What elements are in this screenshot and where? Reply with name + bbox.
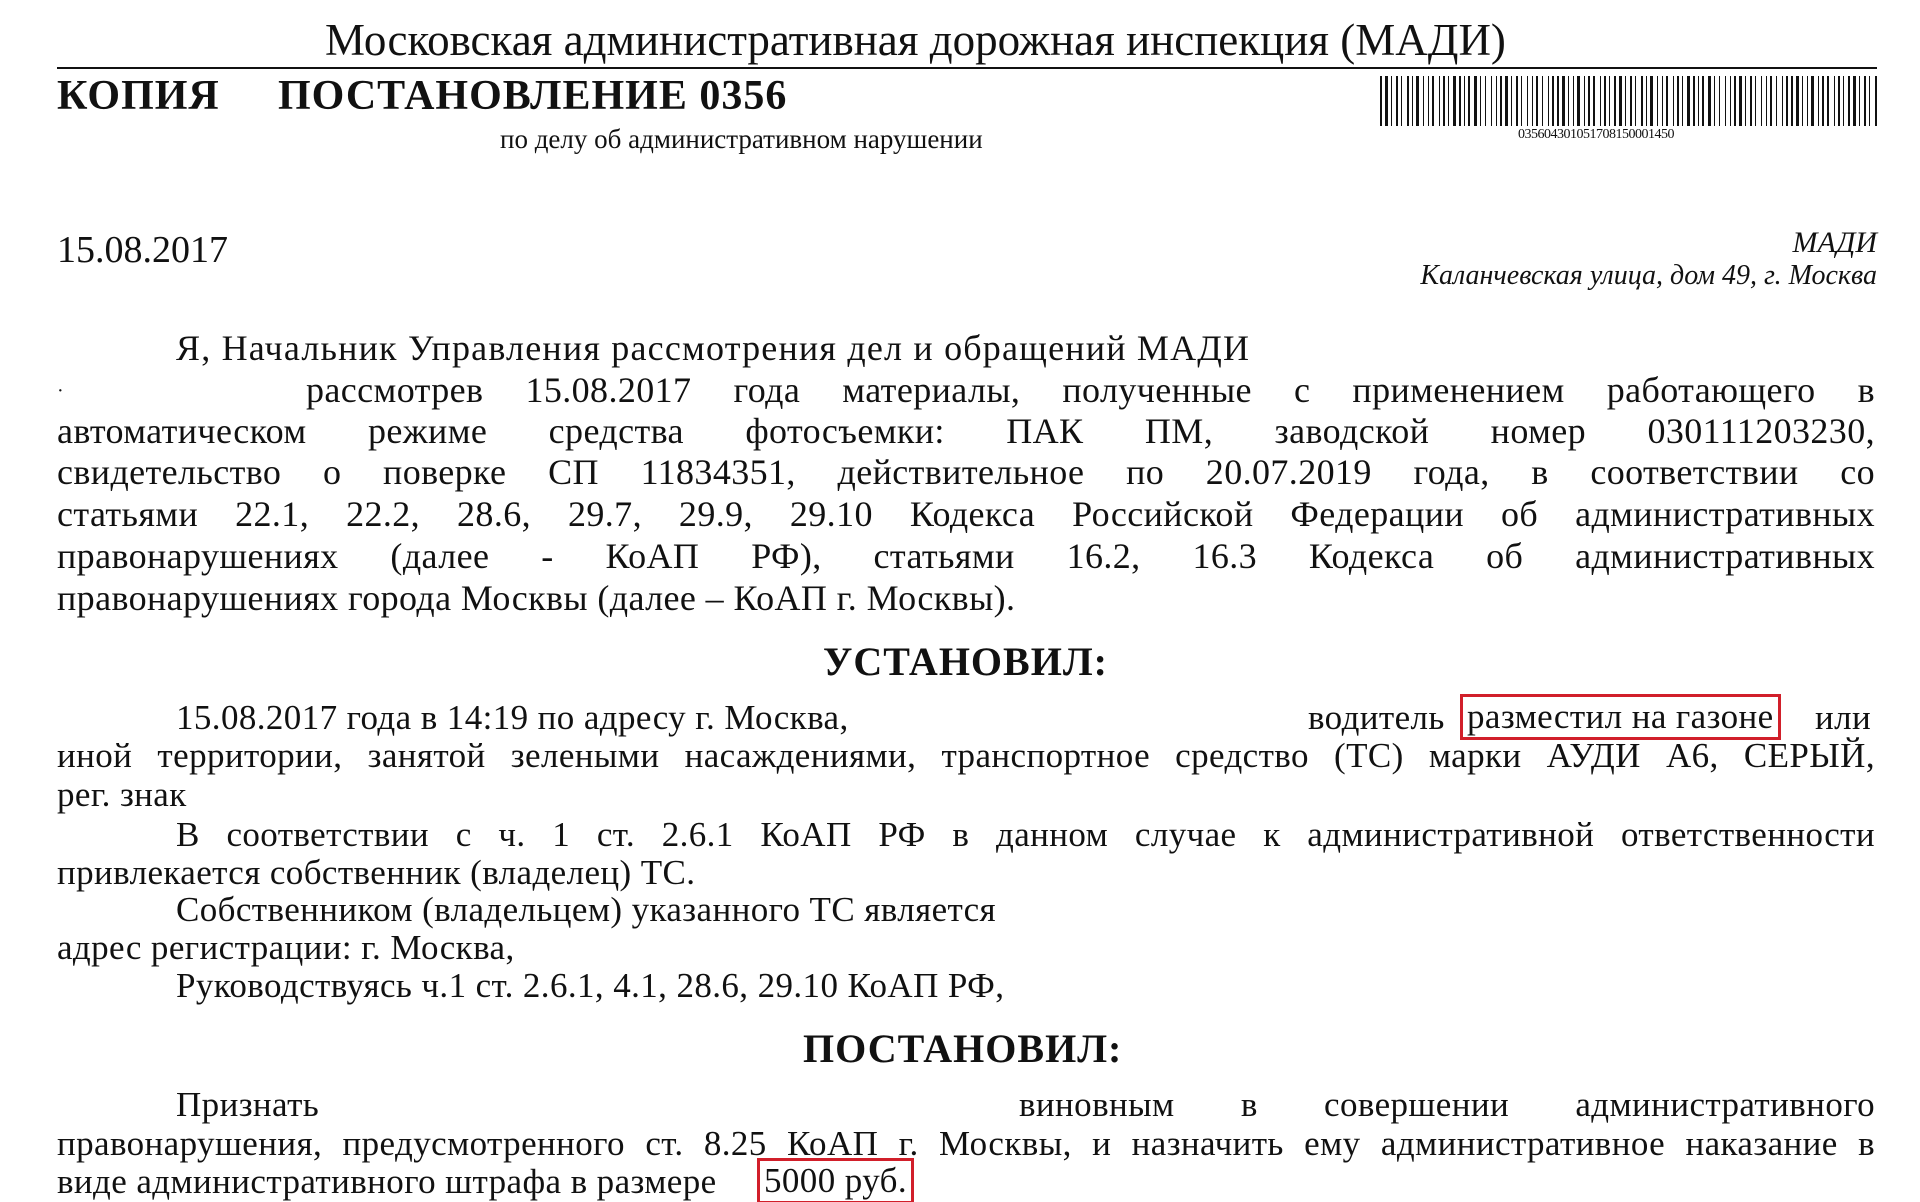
barcode-bar — [1432, 76, 1434, 126]
barcode-bar — [1439, 76, 1440, 126]
barcode-bar — [1614, 76, 1616, 126]
barcode-bar — [1838, 76, 1840, 126]
barcode — [1380, 76, 1877, 126]
barcode-bar — [1864, 76, 1866, 126]
barcode-bar — [1500, 76, 1502, 126]
established-line: иной территории, занятой зелеными насаждениями, транспортное средство (ТС) марки АУДИ А6, СЕРЫЙ, — [57, 736, 1875, 775]
barcode-bar — [1485, 76, 1486, 126]
barcode-bar — [1734, 76, 1736, 126]
barcode-bar — [1412, 76, 1413, 126]
barcode-bar — [1604, 76, 1606, 126]
barcode-number: 035604301051708150001450 — [1518, 127, 1674, 142]
intro-line — [57, 411, 1875, 451]
barcode-bar — [1776, 76, 1777, 126]
barcode-bar — [1791, 76, 1793, 126]
barcode-bar — [1464, 76, 1465, 126]
barcode-bar — [1818, 76, 1819, 126]
barcode-bar — [1677, 76, 1679, 126]
agency-title: Московская административная дорожная инспекция (МАДИ) — [325, 15, 1506, 65]
barcode-bar — [1407, 76, 1409, 126]
barcode-bar — [1428, 76, 1429, 126]
barcode-bar — [1761, 76, 1762, 126]
fine-amount-highlight: 5000 руб. — [760, 1161, 911, 1201]
barcode-bar — [1641, 76, 1643, 126]
barcode-bar — [1453, 76, 1456, 126]
barcode-bar — [1750, 76, 1752, 126]
ruled-heading: ПОСТАНОВИЛ: — [803, 1026, 1123, 1071]
barcode-bar — [1859, 76, 1860, 126]
established-line: адрес регистрации: г. Москва, — [57, 928, 515, 967]
intro-line: правонарушениях города Москвы (далее – КоАП г. Москвы). — [57, 578, 1016, 618]
barcode-bar — [1391, 76, 1392, 126]
copy-label: КОПИЯ — [57, 73, 220, 119]
barcode-bar — [1527, 76, 1528, 126]
established-line: Руководствуясь ч.1 ст. 2.6.1, 4.1, 28.6, 29.10 КоАП РФ, — [176, 966, 1005, 1005]
barcode-bar — [1853, 76, 1856, 126]
barcode-bar — [1693, 76, 1695, 126]
barcode-bar — [1725, 76, 1726, 126]
redaction-mark: · — [57, 380, 64, 402]
document-subtitle: по делу об административном нарушении — [500, 124, 983, 154]
barcode-bar — [1557, 76, 1559, 126]
barcode-bar — [1516, 76, 1518, 126]
barcode-bar — [1786, 76, 1788, 126]
barcode-bar — [1719, 76, 1720, 126]
established-line: Собственником (владельцем) указанного ТС является — [176, 890, 997, 929]
barcode-bar — [1673, 76, 1674, 126]
barcode-bar — [1625, 76, 1626, 126]
barcode-bar — [1468, 76, 1470, 126]
document-title: ПОСТАНОВЛЕНИЕ 0356 — [278, 73, 788, 119]
barcode-bar — [1687, 76, 1690, 126]
established-line: рег. знак — [57, 775, 187, 814]
barcode-bar — [1739, 76, 1742, 126]
barcode-bar — [1755, 76, 1756, 126]
barcode-bar — [1459, 76, 1461, 126]
barcode-bar — [1822, 76, 1824, 126]
org-name: МАДИ — [1792, 226, 1877, 259]
barcode-bar — [1796, 76, 1799, 126]
barcode-bar — [1619, 76, 1622, 126]
barcode-bar — [1662, 76, 1663, 126]
barcode-bar — [1568, 76, 1569, 126]
barcode-bar — [1552, 76, 1554, 126]
document-date: 15.08.2017 — [57, 229, 228, 271]
org-address: Каланчевская улица, дом 49, г. Москва — [1420, 260, 1877, 291]
barcode-bar — [1532, 76, 1533, 126]
barcode-bar — [1423, 76, 1424, 126]
barcode-bar — [1548, 76, 1549, 126]
barcode-bar — [1593, 76, 1595, 126]
ruled-text: Признать — [176, 1085, 320, 1124]
barcode-bar — [1646, 76, 1647, 126]
barcode-bar — [1536, 76, 1538, 126]
intro-line: правонарушениях (далее - КоАП РФ), статьями 16.2, 16.3 Кодекса об административных — [57, 536, 1875, 576]
ruled-line: правонарушения, предусмотренного ст. 8.25 КоАП г. Москвы, и назначить ему административное наказание в — [57, 1124, 1875, 1163]
barcode-bar — [1869, 76, 1870, 126]
violation-highlight: разместил на газоне — [1463, 697, 1778, 737]
established-text: водитель — [1308, 698, 1445, 737]
barcode-bar — [1766, 76, 1767, 126]
intro-line: статьями 22.1, 22.2, 28.6, 29.7, 29.9, 29.10 Кодекса Российской Федерации об административных — [57, 494, 1875, 534]
barcode-bar — [1807, 76, 1808, 126]
barcode-bar — [1875, 76, 1877, 126]
barcode-bar — [1714, 76, 1715, 126]
barcode-bar — [1496, 76, 1497, 126]
barcode-bar — [1666, 76, 1668, 126]
barcode-bar — [1609, 76, 1610, 126]
header-rule — [57, 67, 1877, 69]
barcode-bar — [1491, 76, 1492, 126]
barcode-bar — [1443, 76, 1445, 126]
barcode-bar — [1385, 76, 1388, 126]
intro-text: автоматическом режиме средства фотосъемки: ПАК ПМ, заводской номер — [57, 411, 1587, 451]
barcode-bar — [1635, 76, 1636, 126]
device-serial: 030111203230, — [1647, 411, 1875, 451]
barcode-bar — [1708, 76, 1711, 126]
ruled-text: виновным в совершении административного — [1019, 1085, 1875, 1124]
barcode-bar — [1480, 76, 1481, 126]
barcode-bar — [1650, 76, 1653, 126]
barcode-bar — [1802, 76, 1803, 126]
established-heading: УСТАНОВИЛ: — [823, 639, 1108, 684]
barcode-bar — [1834, 76, 1835, 126]
established-text: или — [1815, 698, 1872, 737]
barcode-bar — [1573, 76, 1574, 126]
barcode-bar — [1542, 76, 1543, 126]
barcode-bar — [1505, 76, 1508, 126]
barcode-bar — [1702, 76, 1704, 126]
barcode-bar — [1474, 76, 1477, 126]
barcode-bar — [1848, 76, 1850, 126]
intro-line: рассмотрев 15.08.2017 года материалы, полученные с применением работающего в — [306, 370, 1875, 410]
barcode-bar — [1698, 76, 1699, 126]
barcode-bar — [1584, 76, 1585, 126]
intro-line: Я, Начальник Управления рассмотрения дел и обращений МАДИ — [176, 328, 1251, 368]
barcode-bar — [1577, 76, 1580, 126]
barcode-bar — [1682, 76, 1683, 126]
barcode-bar — [1745, 76, 1746, 126]
barcode-bar — [1511, 76, 1512, 126]
barcode-bar — [1811, 76, 1814, 126]
barcode-bar — [1770, 76, 1772, 126]
barcode-bar — [1843, 76, 1844, 126]
barcode-bar — [1827, 76, 1829, 126]
established-line: привлекается собственник (владелец) ТС. — [57, 853, 696, 892]
barcode-bar — [1396, 76, 1398, 126]
barcode-bar — [1782, 76, 1783, 126]
barcode-bar — [1600, 76, 1601, 126]
barcode-bar — [1562, 76, 1565, 126]
barcode-bar — [1588, 76, 1590, 126]
barcode-bar — [1448, 76, 1449, 126]
barcode-bar — [1416, 76, 1419, 126]
barcode-bar — [1521, 76, 1522, 126]
barcode-bar — [1401, 76, 1402, 126]
established-line: В соответствии с ч. 1 ст. 2.6.1 КоАП РФ в данном случае к административной ответственности — [176, 815, 1875, 854]
barcode-bar — [1380, 76, 1382, 126]
ruled-line: виде административного штрафа в размере — [57, 1162, 717, 1201]
barcode-bar — [1630, 76, 1632, 126]
established-line: 15.08.2017 года в 14:19 по адресу г. Москва, — [176, 698, 849, 737]
barcode-bar — [1657, 76, 1658, 126]
intro-line: свидетельство о поверке СП 11834351, действительное по 20.07.2019 года, в соответствии со — [57, 452, 1875, 492]
barcode-bar — [1730, 76, 1731, 126]
